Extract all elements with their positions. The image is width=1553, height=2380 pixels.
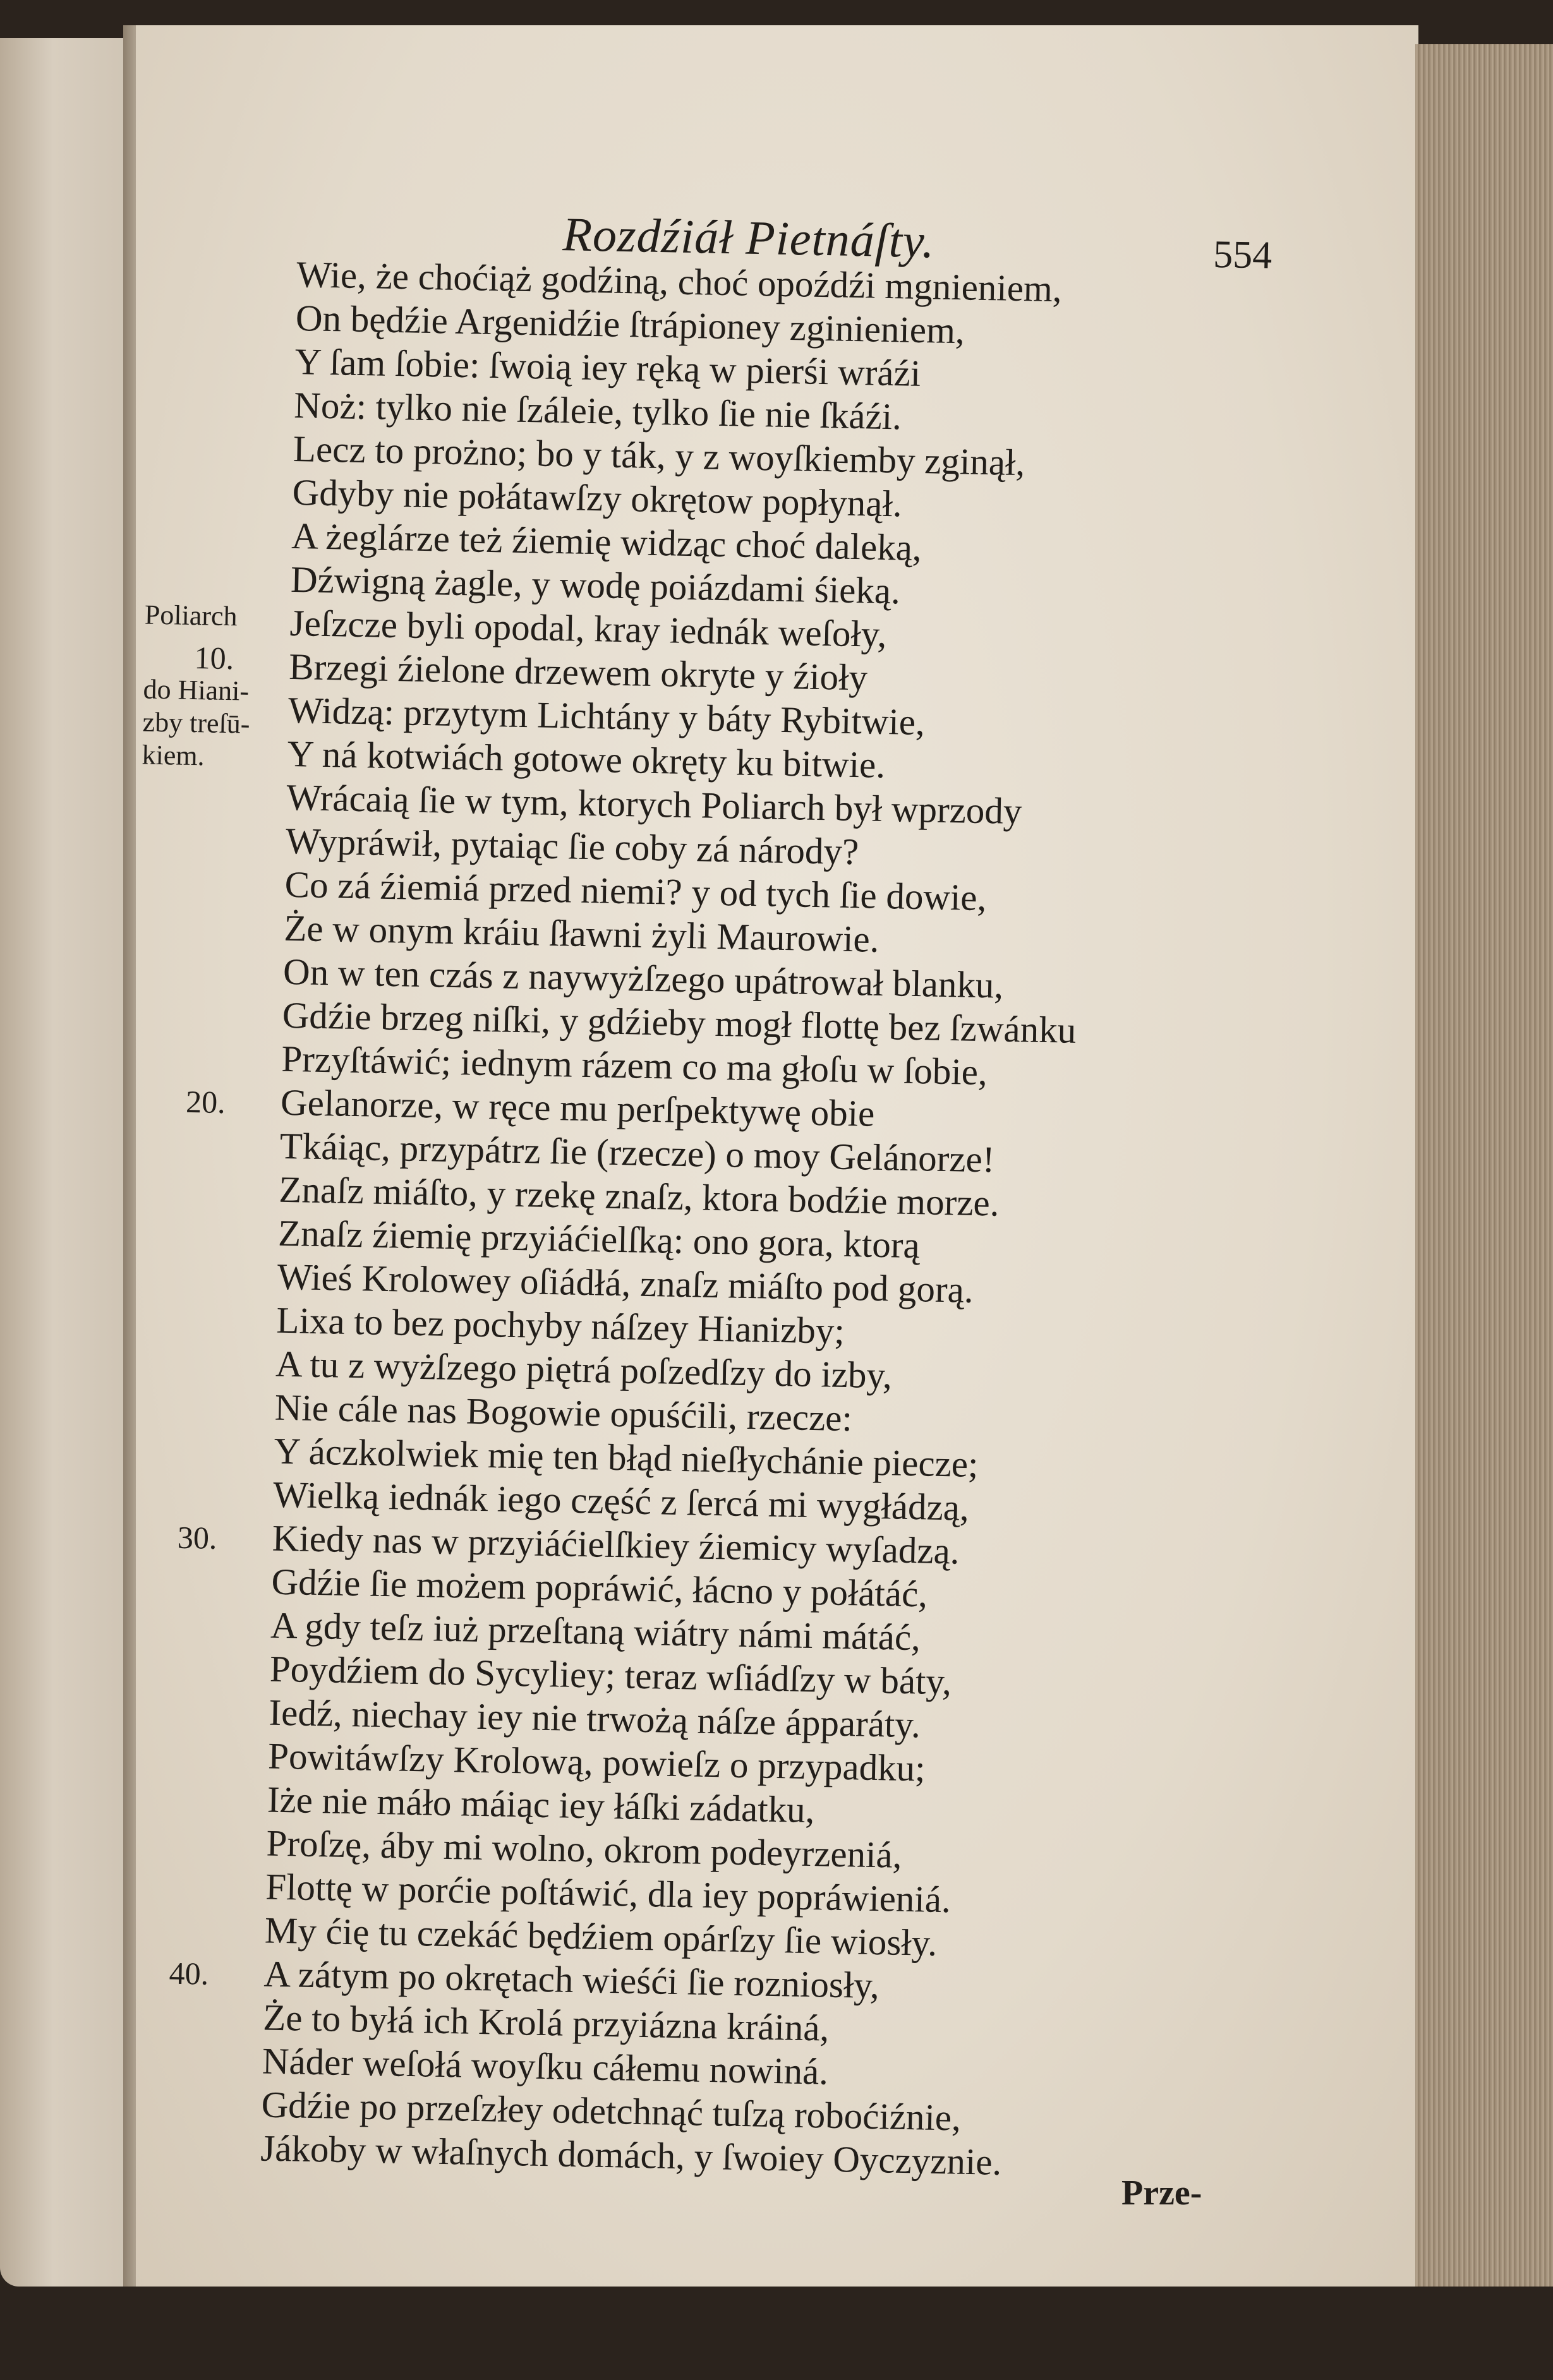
poem-line: Jeſzcze byli opodal, kray iednák weſoły, (289, 601, 887, 656)
poem-line: My ćię tu czekáć będźiem opárſzy ſie wiosły. (264, 1909, 938, 1964)
poem-line: Kiedy nas w przyiáćielſkiey źiemicy wyſadzą. (272, 1517, 960, 1572)
line-number-20: 20. (185, 1083, 226, 1121)
poem-line: A żeglárze też źiemię widząc choć daleką, (291, 514, 922, 569)
poem-line: Proſzę, áby mi wolno, okrom podeyrzeniá, (266, 1822, 903, 1876)
poem-line: Przyſtáwić; iednym rázem co ma głoſu w ſobie, (281, 1037, 988, 1093)
poem-line: Widzą: przytym Lichtány y báty Rybitwie, (287, 688, 926, 743)
poem-line: Powitáwſzy Krolową, powieſz o przypadku; (267, 1734, 926, 1789)
poem-line: Lixa to bez pochyby náſzey Hianizby; (275, 1299, 845, 1352)
poem-line: Gdźie po przeſzłey odetchnąć tuſzą roboćiźnie, (261, 2083, 962, 2139)
background (0, 2287, 1553, 2380)
poem-line: Co zá źiemiá przed niemi? y od tych ſie dowie, (284, 863, 988, 919)
poem-line: Wrácaią ſie w tym, ktorych Poliarch był wprzody (286, 776, 1023, 832)
poem-line: Brzegi źielone drzewem okryte y źioły (288, 645, 868, 699)
poem-line: Iedź, niechay iey nie trwożą náſze ápparáty. (269, 1691, 921, 1746)
poem-line: Y ná kotwiách gotowe okręty ku bitwie. (287, 732, 886, 786)
poem-line: Że w onym kráiu ſławni żyli Maurowie. (283, 906, 880, 960)
poem-line: A gdy teſz iuż przeſtaną wiátry námi mátáć, (270, 1604, 921, 1659)
poem-line: Znaſz miáſto, y rzekę znaſz, ktora bodźie morze. (278, 1168, 1000, 1224)
poem-line: Znaſz źiemię przyiáćielſką: ono gora, ktorą (277, 1211, 921, 1266)
poem-line: Náder weſołá woyſku cáłemu nowiná. (262, 2040, 829, 2093)
line-number-10: 10. (194, 640, 234, 676)
side-note-line: zby treſū- (142, 706, 250, 740)
running-title: Rozdźiáł Pietnáſty. (562, 208, 936, 268)
poem-line: Że to byłá ich Krolá przyiázna kráiná, (262, 1996, 830, 2049)
poem-line: A tu z wyżſzego piętrá poſzedſzy do izby, (275, 1342, 893, 1397)
page-number: 554 (1212, 232, 1272, 277)
line-number-30: 30. (177, 1519, 217, 1556)
poem-line: Wieś Krolowey oſiádłá, znaſz miáſto pod gorą. (277, 1255, 974, 1311)
previous-page-edge (0, 38, 133, 2287)
poem-line: Noż: tylko nie ſzáleie, tylko ſie nie ſkáźi. (293, 383, 902, 438)
poem-lines (260, 253, 1194, 2187)
poem-line: Y ſam ſobie: ſwoią iey ręką w pierśi wráźi (294, 340, 921, 394)
poem-line: On będźie Argenidźie ſtrápioney zginieniem, (295, 296, 965, 352)
line-number-40: 40. (169, 1955, 209, 1992)
poem-line: Gdźie brzeg niſki, y gdźieby mogł flottę bez ſzwánku (282, 994, 1077, 1051)
side-note-line: kiem. (142, 739, 205, 772)
poem-line: Tkáiąc, przypátrz ſie (rzecze) o moy Gelánorze! (279, 1124, 996, 1181)
catchword: Prze- (1121, 2173, 1202, 2213)
side-note-name: Poliarch (144, 599, 238, 632)
poem-line: Gelanorze, w ręce mu perſpektywę obie (280, 1081, 875, 1134)
poem-text-block (142, 208, 1272, 2187)
poem-line: Wie, że choćiąż godźiną, choć opoźdźi mgnieniem, (296, 253, 1063, 310)
poem-line: Y áczkolwiek mię ten błąd nieſłychánie piecze; (273, 1429, 979, 1486)
poem-line: A zátym po okrętach wieśći ſie rozniosły, (263, 1952, 880, 2007)
poem-line: Gdyby nie połátawſzy okrętow popłynął. (292, 471, 903, 525)
page-edges (1415, 44, 1553, 2293)
poem-line: Dźwigną żagle, y wodę poiázdami śieką. (290, 558, 901, 612)
side-note-line: do Hiani- (143, 673, 250, 707)
poem-line: Nie cále nas Bogowie opuśćili, rzecze: (274, 1386, 853, 1439)
poem-line: Flottę w porćie poſtáwić, dla iey popráwieniá. (265, 1865, 952, 1921)
poem-line: Gdźie ſie możem popráwić, łácno y połátáć, (270, 1560, 928, 1615)
poem-line: Wypráwił, pytaiąc ſie coby zá národy? (285, 819, 859, 873)
poem-line: Wielką iednák iego część z ſercá mi wygłádzą, (272, 1473, 970, 1529)
poem-line: Iże nie máło máiąc iey łáſki zádatku, (267, 1778, 816, 1831)
poem-line: Lecz to prożno; bo y ták, y z woyſkiemby zginął, (293, 427, 1025, 484)
poem-line: Poydźiem do Sycyliey; teraz wſiádſzy w báty, (269, 1647, 952, 1703)
poem-line: Jákoby w właſnych domách, y ſwoiey Oyczyznie. (260, 2127, 1002, 2183)
poem-line: On w ten czás z naywyżſzego upátrował blanku, (282, 950, 1004, 1006)
